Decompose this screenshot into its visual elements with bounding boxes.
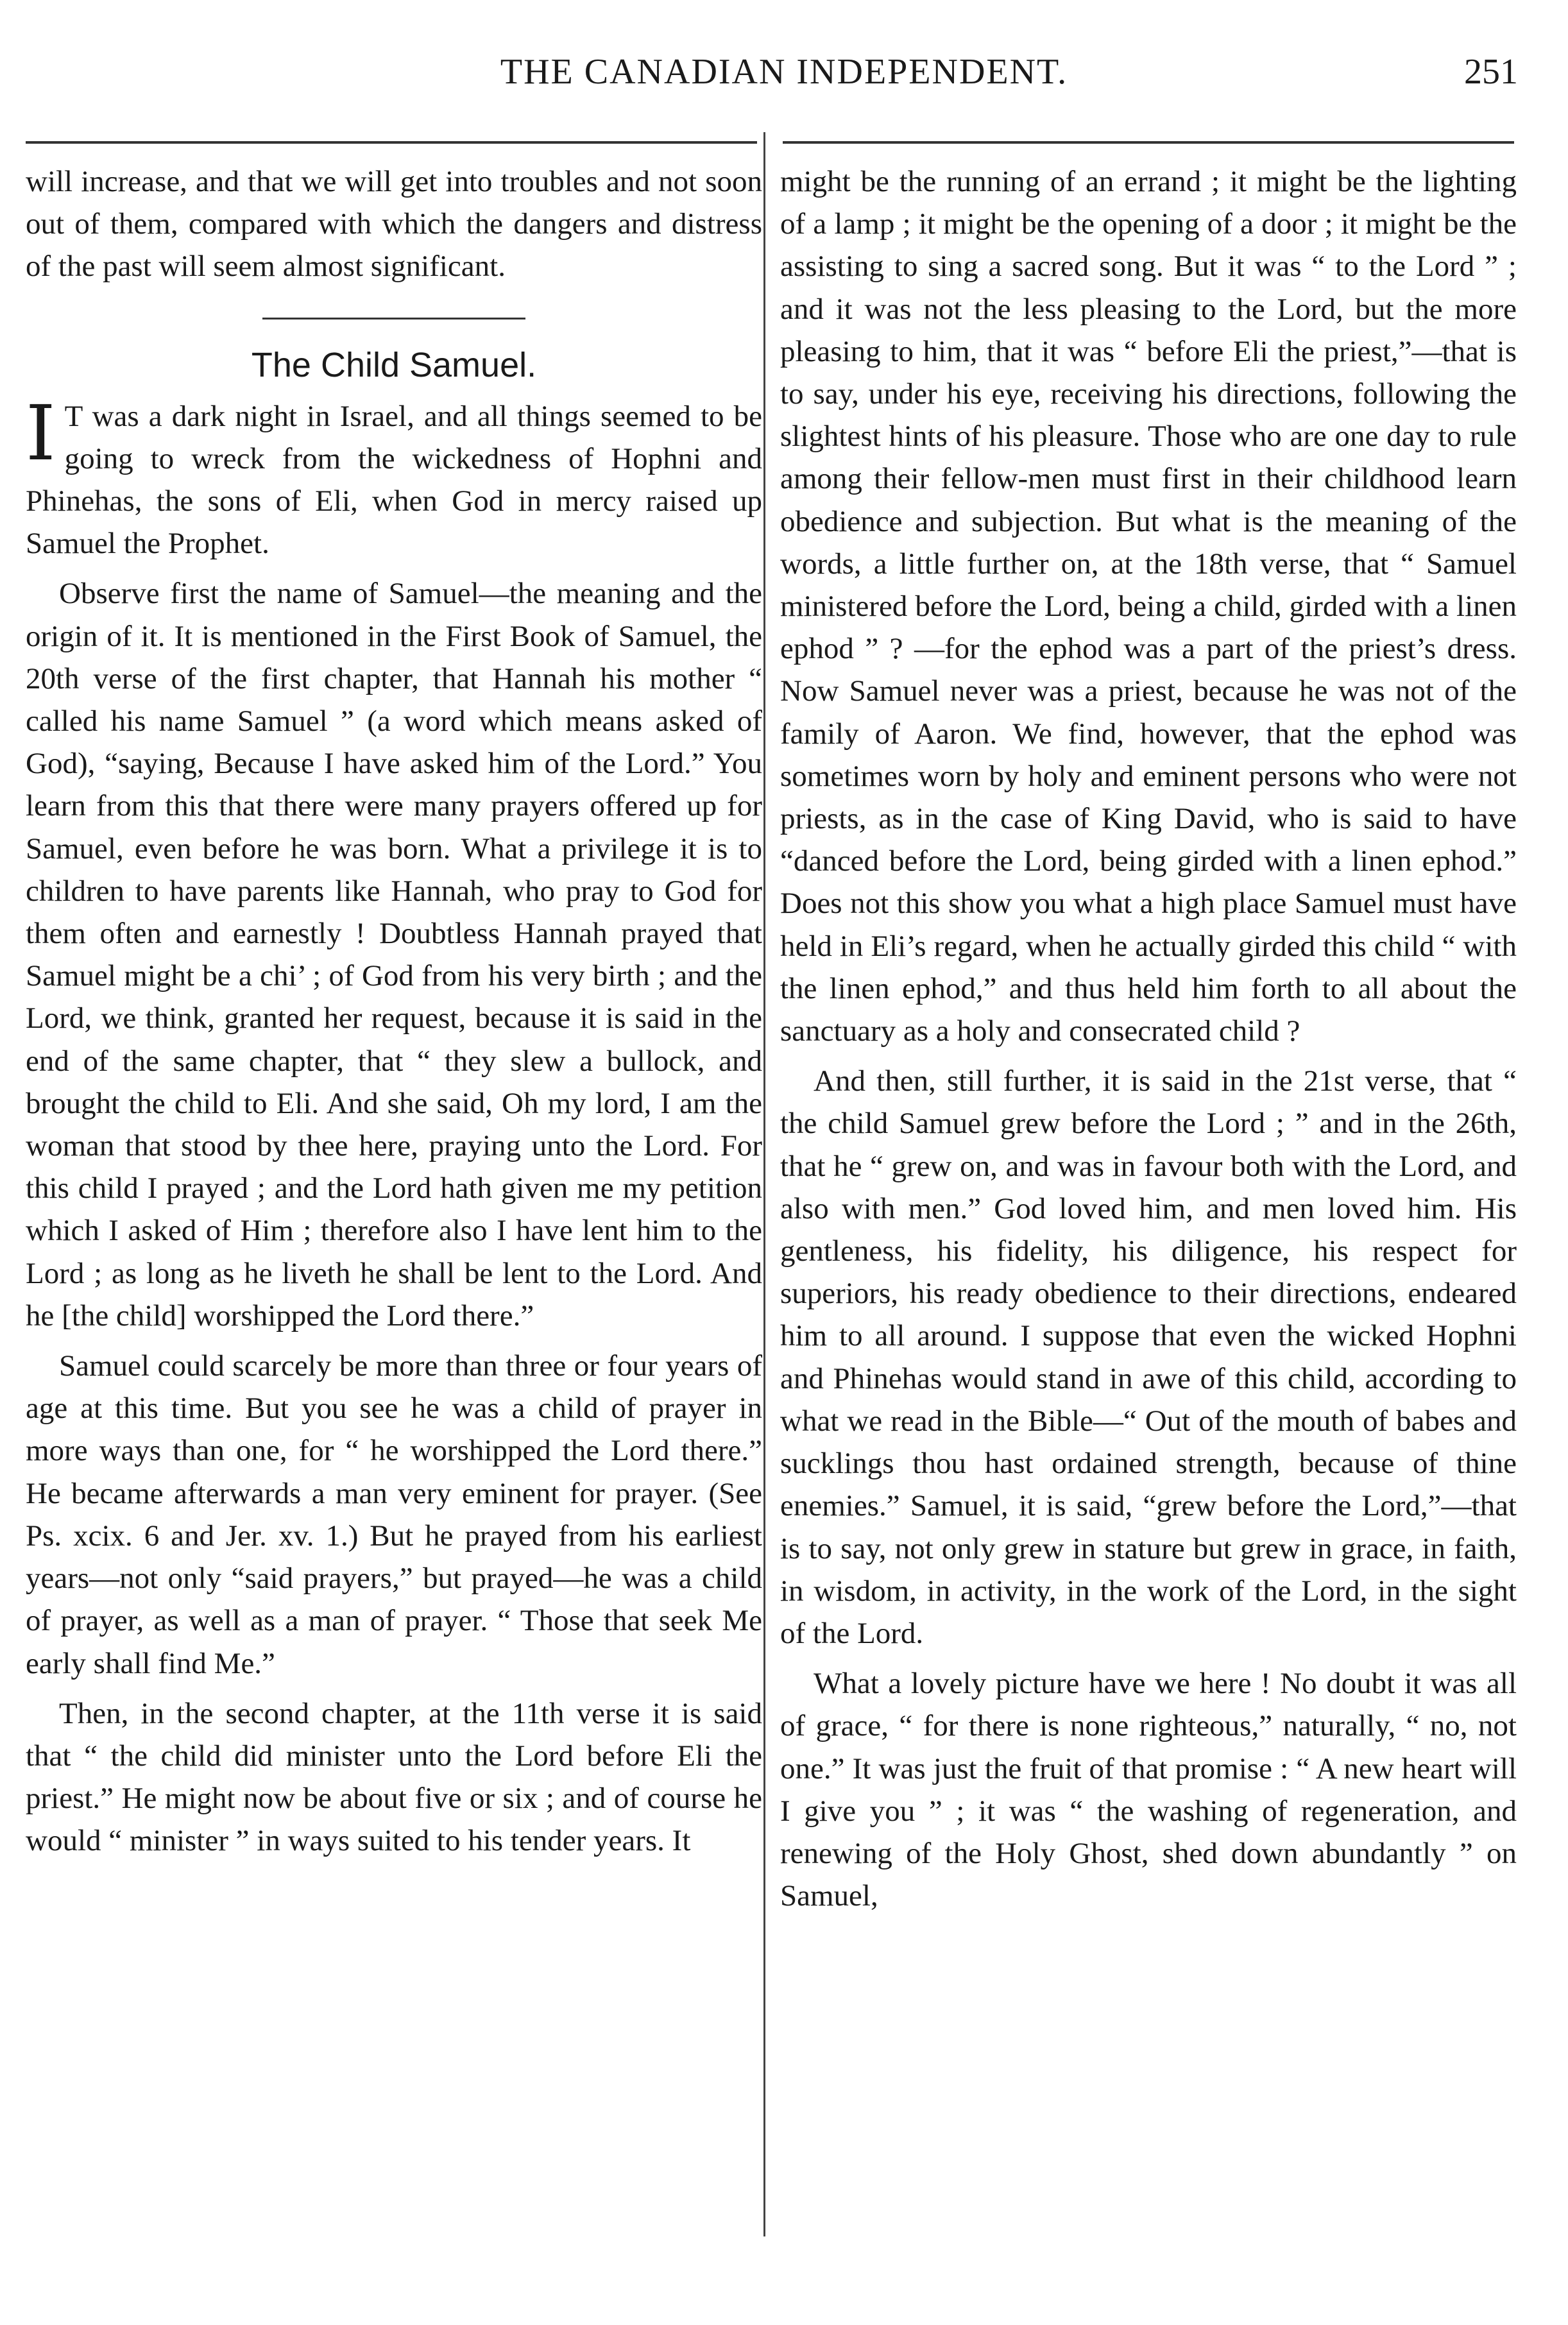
article-heading: The Child Samuel.: [251, 345, 537, 384]
left-column: [26, 160, 762, 1862]
paragraph-continued: might be the running of an errand ; it might be the lighting of a lamp ; it might be the opening of a door ; it might be the assisting to sing a sacred song. But it was “ to the Lord ” ; and it was not the less pleasing to the Lord, but the more pleasing to him, that it was “ before Eli the priest,”—that is to say, under his eye, receiving his directions, following the slightest hints of his pleasure. Those who are one day to rule among their fellow-men must first in their childhood learn obedience and subjection. But what is the meaning of the words, a little further on, at the 18th verse, that “ Samuel ministered before the Lord, being a child, girded with a linen ephod ” ? —for the ephod was a part of the priest’s dress. Now Samuel never was a priest, because he was not of the family of Aaron. We find, however, that the ephod was sometimes worn by holy and eminent persons who were not priests, as in the case of King David, who is said to have “danced before the Lord, being girded with a linen ephod.” Does not this show you what a high place Samuel must have held in Eli’s regard, when he actually girded this child “ with the linen ephod,” and thus held him forth to all about the sanctuary as a holy and consecrated child ?: [780, 165, 1517, 1048]
paragraph-grew-before-lord: And then, still further, it is said in the 21st verse, that “ the child Samuel grew before the Lord ; ” and in the 26th, that he “ grew on, and was in favour both with the Lord, and also with men.” God loved him, and men loved him. His gentleness, his fidelity, his diligence, his respect for superiors, his ready obedience to their directions, endeared him to all around. I suppose that even the wicked Hophni and Phinehas would stand in awe of this child, according to what we read in the Bible—“ Out of the mouth of babes and sucklings thou hast ordained strength, because of thine enemies.” Samuel, it is said, “grew before the Lord,”—that is to say, not only grew in stature but grew in grace, in faith, in wisdom, in activity, in the work of the Lord, in the sight of the Lord.: [780, 1064, 1517, 1650]
column-divider: [763, 132, 765, 2236]
section-separator: [262, 318, 525, 319]
drop-cap: I: [26, 388, 56, 477]
header-rule-right: [783, 141, 1514, 144]
opening-paragraph: [26, 388, 762, 565]
right-column: [780, 160, 1517, 1917]
header-rule-left: [26, 141, 757, 144]
intro-paragraph: will increase, and that we will get into troubles and not soon out of them, compared with which the dangers and distress of the past will seem almost significant.: [26, 165, 762, 284]
paragraph-name-of-samuel: Observe first the name of Samuel—the meaning and the origin of it. It is mentioned in the First Book of Samuel, the 20th verse of the first chapter, that Hannah his mother “ called his name Samuel ” (a word which means asked of God), “saying, Because I have asked him of the Lord.” You learn from this that there were many prayers offered up for Samuel, even before he was born. What a privilege it is to children to have parents like Hannah, who pray to God for them often and earnestly ! Doubtless Hannah prayed that Samuel might be a chi’ ; of God from his very birth ; and the Lord, we think, granted her request, because it is said in the end of the same chapter, that “ they slew a bullock, and brought the child to Eli. And she said, Oh my lord, I am the woman that stood by thee here, praying unto the Lord. For this child I prayed ; and the Lord hath given me my petition which I asked of Him ; therefore also I have lent him to the Lord ; as long as he liveth he shall be lent to the Lord. And he [the child] worshipped the Lord there.”: [26, 577, 762, 1333]
paragraph-child-of-prayer: Samuel could scarcely be more than three or four years of age at this time. But you see he was a child of prayer in more ways than one, for “ he worshipped the Lord there.” He became afterwards a man very eminent for prayer. (See Ps. xcix. 6 and Jer. xv. 1.) But he prayed from his earliest years—not only “said prayers,” but prayed—he was a child of prayer, as well as a man of prayer. “ Those that seek Me early shall find Me.”: [26, 1349, 762, 1680]
journal-title: THE CANADIAN INDEPENDENT.: [500, 52, 1068, 92]
page-number: 251: [1464, 52, 1518, 92]
opening-text: T was a dark night in Israel, and all things seemed to be going to wreck from the wickedness of Hophni and Phinehas, the sons of Eli, when God in mercy raised up Samuel the Prophet.: [26, 399, 762, 561]
paragraph-lovely-picture: What a lovely picture have we here ! No doubt it was all of grace, “ for there is none righteous,” naturally, “ no, not one.” It was just the fruit of that promise : “ A new heart will I give you ” ; it was “ the washing of regeneration, and renewing of the Holy Ghost, shed down abundantly ” on Samuel,: [780, 1667, 1517, 1913]
paragraph-minister-unto-lord: Then, in the second chapter, at the 11th verse it is said that “ the child did minister unto the Lord before Eli the priest.” He might now be about five or six ; and of course he would “ minister ” in ways suited to his tender years. It: [26, 1696, 762, 1858]
